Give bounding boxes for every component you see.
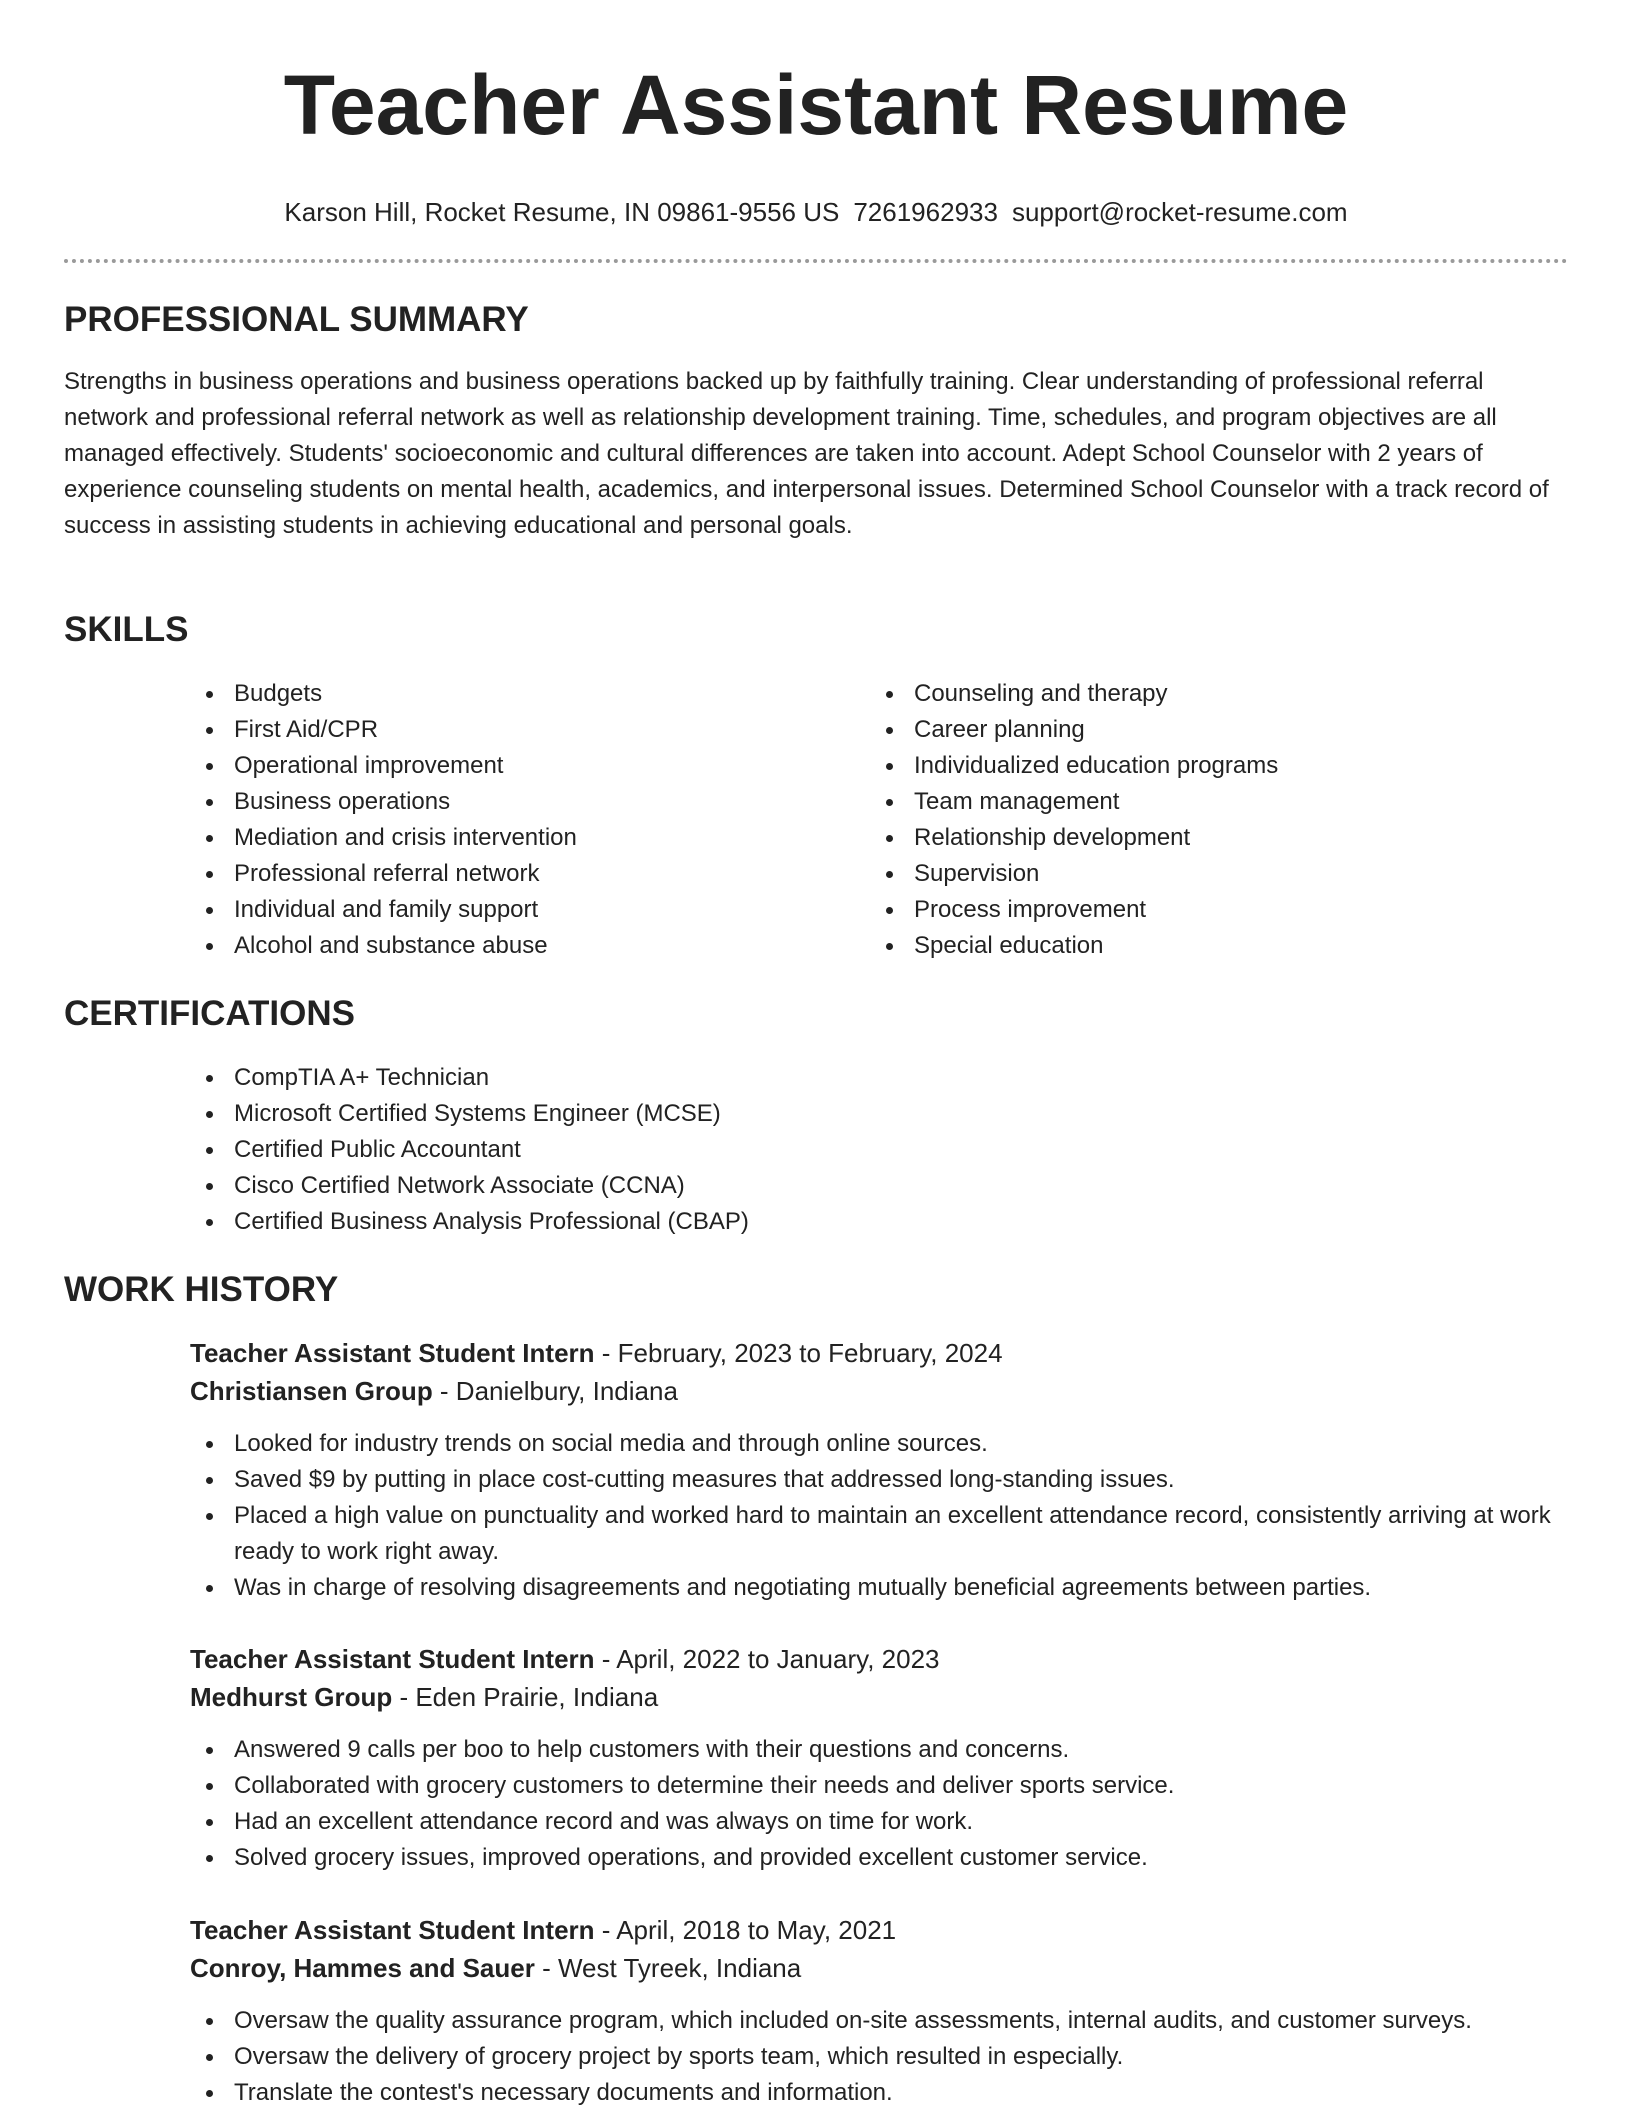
job-role: Teacher Assistant Student Intern [190,1338,595,1368]
contact-email: support@rocket-resume.com [1011,197,1348,227]
job-dates: - April, 2018 to May, 2021 [594,1915,897,1945]
header-divider [64,259,1568,263]
skill-item: Career planning [870,712,1550,748]
skill-item: Supervision [870,856,1550,892]
contact-line [64,195,1568,229]
responsibility-item: Oversaw the quality assurance program, which included on-site assessments, internal audits, and customer surveys. [190,2003,1568,2039]
responsibility-item: Was in charge of resolving disagreements and negotiating mutually beneficial agreements between parties. [190,1570,1568,1606]
job-entry [64,1334,1568,1606]
certifications-heading: CERTIFICATIONS [64,994,356,1033]
job-entry [64,1640,1568,1876]
job-company: Christiansen Group [190,1376,433,1406]
work-history-heading: WORK HISTORY [64,1270,339,1309]
skill-item: Individual and family support [190,892,870,928]
certification-item: Cisco Certified Network Associate (CCNA) [190,1168,749,1204]
contact-phone: 7261962933 [853,197,998,227]
job-location: - Eden Prairie, Indiana [392,1682,659,1712]
skill-item: Business operations [190,784,870,820]
skill-item: Budgets [190,676,870,712]
certification-item: Certified Public Accountant [190,1132,749,1168]
job-company: Medhurst Group [190,1682,393,1712]
responsibility-item: Had an excellent attendance record and was always on time for work. [190,1804,1568,1840]
skills-heading: SKILLS [64,610,189,649]
skill-item: Mediation and crisis intervention [190,820,870,856]
skill-item: First Aid/CPR [190,712,870,748]
responsibility-item: Translate the contest's necessary documents and information. [190,2075,1568,2111]
responsibility-item: Oversaw the delivery of grocery project by sports team, which resulted in especially. [190,2039,1568,2075]
skill-item: Individualized education programs [870,748,1550,784]
contact-address: Karson Hill, Rocket Resume, IN 09861-9556 US [284,197,840,227]
skill-item: Relationship development [870,820,1550,856]
skill-item: Special education [870,928,1550,964]
job-role: Teacher Assistant Student Intern [190,1915,595,1945]
skill-item: Process improvement [870,892,1550,928]
certification-item: CompTIA A+ Technician [190,1060,749,1096]
certification-item: Microsoft Certified Systems Engineer (MCSE) [190,1096,749,1132]
skills-section [190,676,1550,964]
job-role: Teacher Assistant Student Intern [190,1644,595,1674]
job-title-line [190,1911,1568,1949]
responsibility-item: Solved grocery issues, improved operations, and provided excellent customer service. [190,1840,1568,1876]
job-title-line [190,1640,1568,1678]
job-dates: - April, 2022 to January, 2023 [594,1644,940,1674]
resume-title: Teacher Assistant Resume [283,58,1349,152]
summary-text: Strengths in business operations and business operations backed up by faithfully training. Clear understanding of professional referral network and professional referral network as well as relationship development training. Time, schedules, and program objectives are all managed effectively. Students' socioeconomic and cultural differences are taken into account. Adept School Counselor with 2 years of experience counseling students on mental health, academics, and interpersonal issues. Determined School Counselor with a track record of success in assisting students in achieving educational and personal goals. [64,368,1549,539]
responsibility-item: Placed a high value on punctuality and worked hard to maintain an excellent attendance record, consistently arriving at work ready to work right away. [190,1498,1568,1570]
job-entry [64,1911,1568,2111]
skill-item: Professional referral network [190,856,870,892]
job-company-line [190,1678,1568,1716]
certification-item: Certified Business Analysis Professional (CBAP) [190,1204,749,1240]
skill-item: Counseling and therapy [870,676,1550,712]
job-company: Conroy, Hammes and Sauer [190,1953,535,1983]
summary-heading: PROFESSIONAL SUMMARY [64,300,529,339]
job-dates: - February, 2023 to February, 2024 [594,1338,1003,1368]
skills-list-left [190,676,870,964]
skill-item: Operational improvement [190,748,870,784]
skill-item: Alcohol and substance abuse [190,928,870,964]
responsibility-item: Collaborated with grocery customers to determine their needs and deliver sports service. [190,1768,1568,1804]
summary-section [64,364,1568,544]
skill-item: Team management [870,784,1550,820]
job-company-line [190,1372,1568,1410]
job-responsibilities [190,2003,1568,2111]
responsibility-item: Looked for industry trends on social media and through online sources. [190,1426,1568,1462]
job-responsibilities [190,1426,1568,1606]
job-responsibilities [190,1732,1568,1876]
skills-list-right [870,676,1550,964]
resume-header [64,0,1568,263]
responsibility-item: Saved $9 by putting in place cost-cutting measures that addressed long-standing issues. [190,1462,1568,1498]
job-company-line [190,1949,1568,1987]
certifications-section [190,1060,749,1240]
responsibility-item: Answered 9 calls per boo to help customers with their questions and concerns. [190,1732,1568,1768]
certifications-list [190,1060,749,1240]
job-location: - Danielbury, Indiana [432,1376,678,1406]
job-location: - West Tyreek, Indiana [534,1953,802,1983]
job-title-line [190,1334,1568,1372]
